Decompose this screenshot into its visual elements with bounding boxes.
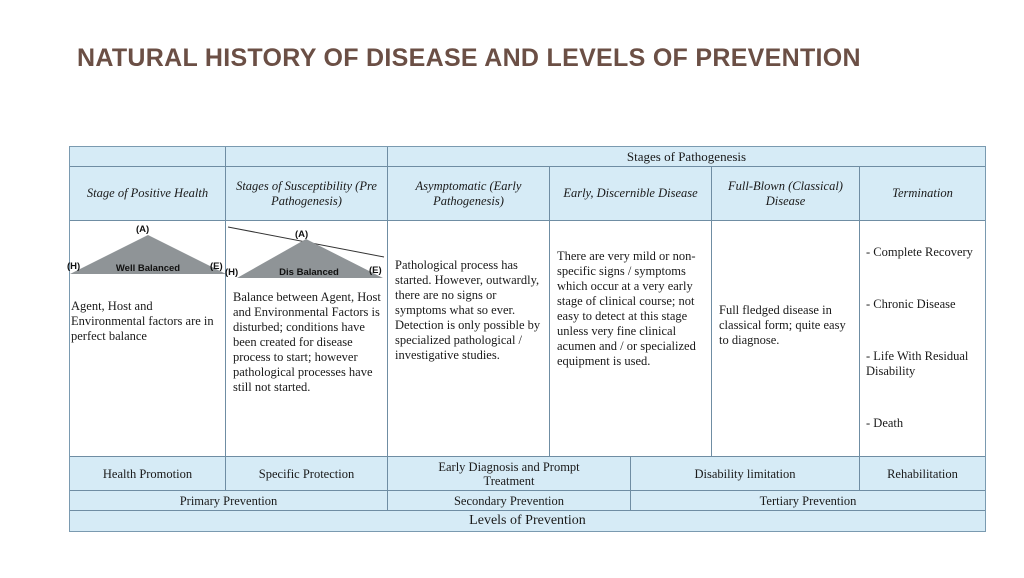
unbalanced-label: Dis Balanced — [279, 267, 339, 278]
secondary-prevention: Secondary Prevention — [388, 491, 631, 511]
host-label: (H) — [225, 267, 239, 278]
cell-susceptibility — [226, 221, 388, 457]
levels-of-prevention-footer: Levels of Prevention — [70, 511, 985, 531]
cell-asymptomatic: Pathological process has started. However, outwardly, there are no signs or symptoms what so ever. Detection is only possible by specialized pathological / investigative studies. — [388, 221, 550, 457]
apex-label: (A) — [136, 224, 150, 235]
col-header-full-blown: Full-Blown (Classical) Disease — [712, 167, 860, 221]
col-header-asymptomatic: Asymptomatic (Early Pathogenesis) — [388, 167, 550, 221]
cell-full-blown: Full fledged disease in classical form; quite easy to diagnose. — [712, 221, 860, 457]
col-header-positive-health: Stage of Positive Health — [70, 167, 226, 221]
page-title: NATURAL HISTORY OF DISEASE AND LEVELS OF PREVENTION — [77, 44, 861, 72]
cell-termination — [860, 221, 985, 457]
termination-recovery: - Complete Recovery — [866, 245, 973, 259]
apex-label: (A) — [295, 229, 309, 240]
pathogenesis-header: Stages of Pathogenesis — [388, 147, 985, 167]
cell-positive-health — [67, 221, 226, 457]
level-specific-protection: Specific Protection — [226, 457, 388, 491]
col-header-early-disease: Early, Discernible Disease — [550, 167, 712, 221]
susceptibility-text: Balance between Agent, Host and Environmental Factors is disturbed; conditions have been created for disease process to start; however pathological processes have still not started. — [233, 290, 381, 394]
primary-prevention: Primary Prevention — [70, 491, 388, 511]
level-early-diagnosis: Early Diagnosis and Prompt Treatment — [388, 457, 631, 491]
positive-health-text: Agent, Host and Environmental factors are in perfect balance — [71, 299, 214, 343]
level-disability-limitation: Disability limitation — [631, 457, 860, 491]
termination-disability: - Life With Residual Disability — [866, 349, 969, 378]
termination-chronic: - Chronic Disease — [866, 297, 956, 311]
level-health-promotion: Health Promotion — [70, 457, 226, 491]
tertiary-prevention: Tertiary Prevention — [631, 491, 985, 511]
level-rehabilitation: Rehabilitation — [860, 457, 985, 491]
balanced-triangle — [67, 221, 226, 281]
unbalanced-triangle — [226, 221, 388, 283]
termination-death: - Death — [866, 416, 904, 430]
col-header-termination: Termination — [860, 167, 985, 221]
header-blank-1 — [70, 147, 226, 167]
env-label: (E) — [369, 265, 382, 276]
env-label: (E) — [210, 261, 223, 272]
prevention-diagram — [69, 146, 986, 532]
cell-early-disease: There are very mild or non-specific signs / symptoms which occur at a very early stage of clinical course; not easy to detect at this stage unless very fine clinical acumen and / or specialized equipment is used. — [550, 221, 712, 457]
header-blank-2 — [226, 147, 388, 167]
balanced-label: Well Balanced — [115, 263, 181, 274]
host-label: (H) — [67, 261, 81, 272]
col-header-susceptibility: Stages of Susceptibility (Pre Pathogenesis) — [226, 167, 388, 221]
